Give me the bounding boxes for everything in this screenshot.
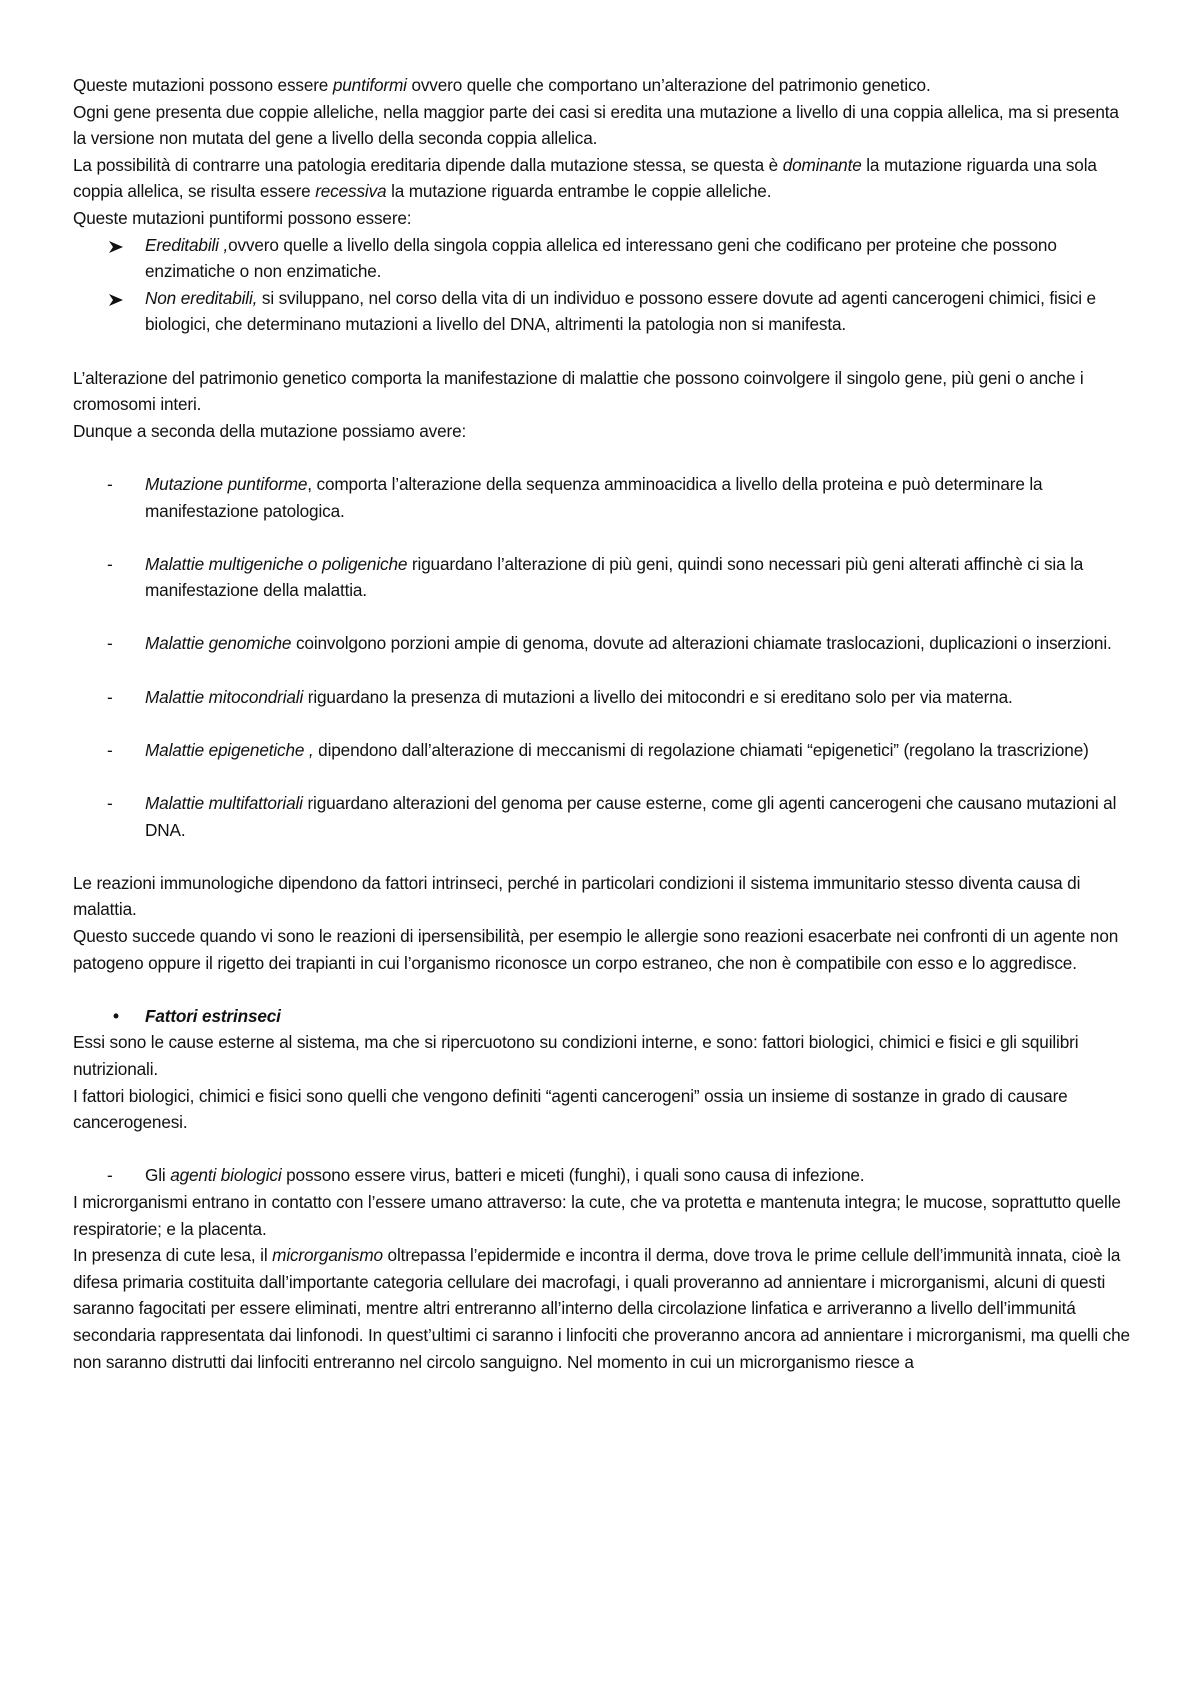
microorganisms-paragraph-2: In presenza di cute lesa, il microrganismo oltrepassa l’epidermide e incontra il derma, dove trova le prime cellule dell’immunità innata, cioè la difesa primaria costituita dall’importante categoria cellulare dei macrofagi, i quali proveranno ad annientare i microrganismi, alcuni di questi saranno fagocitati per essere eliminati, mentre altri entreranno all’interno della circolazione linfatica e arriveranno a livello dell’immunitá secondaria rappresentata dai linfonodi. In quest’ultimi ci saranno i linfociti che proveranno ancora ad annientare i microrganismi, ma quelli che non saranno distrutti dai linfociti entreranno nel circolo sanguigno. Nel momento in cui un microrganismo riesce a xyxy=(73,1245,1130,1372)
list-item: - Mutazione puntiforme, comporta l’alterazione della sequenza amminoacidica a livello della proteina e può determinare la manifestazione patologica. xyxy=(73,471,1133,524)
arrowhead-bullet-icon xyxy=(108,285,132,312)
list-item: - Malattie mitocondriali riguardano la presenza di mutazioni a livello dei mitocondri e si ereditano solo per via materna. xyxy=(73,684,1133,711)
dash-bullet-icon: - xyxy=(107,553,113,574)
dash-bullet-icon: - xyxy=(107,633,113,654)
intro-paragraph-2: Ogni gene presenta due coppie alleliche, nella maggior parte dei casi si eredita una mutazione a livello di una coppia allelica, ma si presenta la versione non mutata del gene a livello della seconda coppia allelica. xyxy=(73,101,1119,149)
dash-bullet-icon: - xyxy=(107,739,113,760)
immuno-paragraph-1: Le reazioni immunologiche dipendono da fattori intrinseci, perché in particolari condizioni il sistema immunitario stesso diventa causa di malattia. xyxy=(73,872,1081,920)
microorganisms-paragraph-1: I microrganismi entrano in contatto con l’essere umano attraverso: la cute, che va protetta e mantenuta integra; le mucose, soprattutto quelle respiratorie; e la placenta. xyxy=(73,1191,1121,1239)
list-item: - Malattie epigenetiche , dipendono dall’alterazione di meccanismi di regolazione chiamati “epigenetici” (regolano la trascrizione) xyxy=(73,737,1133,764)
dash-bullet-list xyxy=(73,471,1133,843)
arrowhead-bullet-icon xyxy=(108,232,132,259)
list-item: Ereditabili ,ovvero quelle a livello della singola coppia allelica ed interessano geni che codificano per proteine che possono enzimatiche o non enzimatiche. xyxy=(73,232,1133,285)
arrow-bullet-list xyxy=(73,232,1133,338)
emphasis-term: puntiformi xyxy=(332,75,407,95)
estrinseci-paragraph-1: Essi sono le cause esterne al sistema, ma che si ripercuotono su condizioni interne, e sono: fattori biologici, chimici e fisici e gli squilibri nutrizionali. xyxy=(73,1032,1079,1079)
emphasis-term: dominante xyxy=(782,154,862,175)
list-item: Non ereditabili, si sviluppano, nel corso della vita di un individuo e possono essere dovute ad agenti cancerogeni chimici, fisici e biologici, che determinano mutazioni a livello del DNA, altrimenti la patologia non si manifesta. xyxy=(73,285,1133,338)
immuno-paragraph-2: Questo succede quando vi sono le reazioni di ipersensibilità, per esempio le allergie sono reazioni esacerbate nei confronti di un agente non patogeno oppure il rigetto dei trapianti in cui l’organismo riconosce un corpo estraneo, che non è compatibile con esso e lo aggredisce. xyxy=(73,926,1119,973)
emphasis-term: microrganismo xyxy=(272,1245,383,1266)
section-heading-title: Fattori estrinseci xyxy=(145,1005,281,1026)
document-page xyxy=(73,72,1133,1375)
dash-bullet-icon: - xyxy=(107,686,113,707)
dash-bullet-icon: - xyxy=(107,1165,113,1186)
dunque-paragraph: Dunque a seconda della mutazione possiamo avere: xyxy=(73,420,467,441)
estrinseci-paragraph-2: I fattori biologici, chimici e fisici sono quelli che vengono definiti “agenti cancerogeni” ossia un insieme di sostanze in grado di causare cancerogenesi. xyxy=(73,1085,1068,1133)
intro-paragraph-1: Queste mutazioni possono essere puntiformi ovvero quelle che comportano un’alterazione del patrimonio genetico. xyxy=(73,75,931,95)
dash-bullet-icon: - xyxy=(107,473,113,494)
emphasis-term: recessiva xyxy=(315,181,387,202)
alteration-paragraph: L’alterazione del patrimonio genetico comporta la manifestazione di malattie che possono coinvolgere il singolo gene, più geni o anche i cromosomi interi. xyxy=(73,367,1084,415)
intro-paragraph-3: La possibilità di contrarre una patologia ereditaria dipende dalla mutazione stessa, se questa è dominante la mutazione riguarda una sola coppia allelica, se risulta essere recessiva la mutazione riguarda entrambe le coppie alleliche. xyxy=(73,154,1097,202)
section-heading xyxy=(73,1003,1133,1030)
list-item: - Malattie genomiche coinvolgono porzioni ampie di genoma, dovute ad alterazioni chiamate traslocazioni, duplicazioni o inserzioni. xyxy=(73,630,1133,657)
intro-paragraph-4: Queste mutazioni puntiformi possono essere: xyxy=(73,207,412,228)
round-bullet-icon: • xyxy=(113,1005,119,1026)
list-item: - Malattie multifattoriali riguardano alterazioni del genoma per cause esterne, come gli agenti cancerogeni che causano mutazioni al DNA. xyxy=(73,790,1133,843)
list-item: - Gli agenti biologici possono essere virus, batteri e miceti (funghi), i quali sono causa di infezione. xyxy=(73,1162,1133,1189)
list-item: - Malattie multigeniche o poligeniche riguardano l’alterazione di più geni, quindi sono necessari più geni alterati affinchè ci sia la manifestazione della malattia. xyxy=(73,551,1133,604)
dash-bullet-icon: - xyxy=(107,793,113,814)
